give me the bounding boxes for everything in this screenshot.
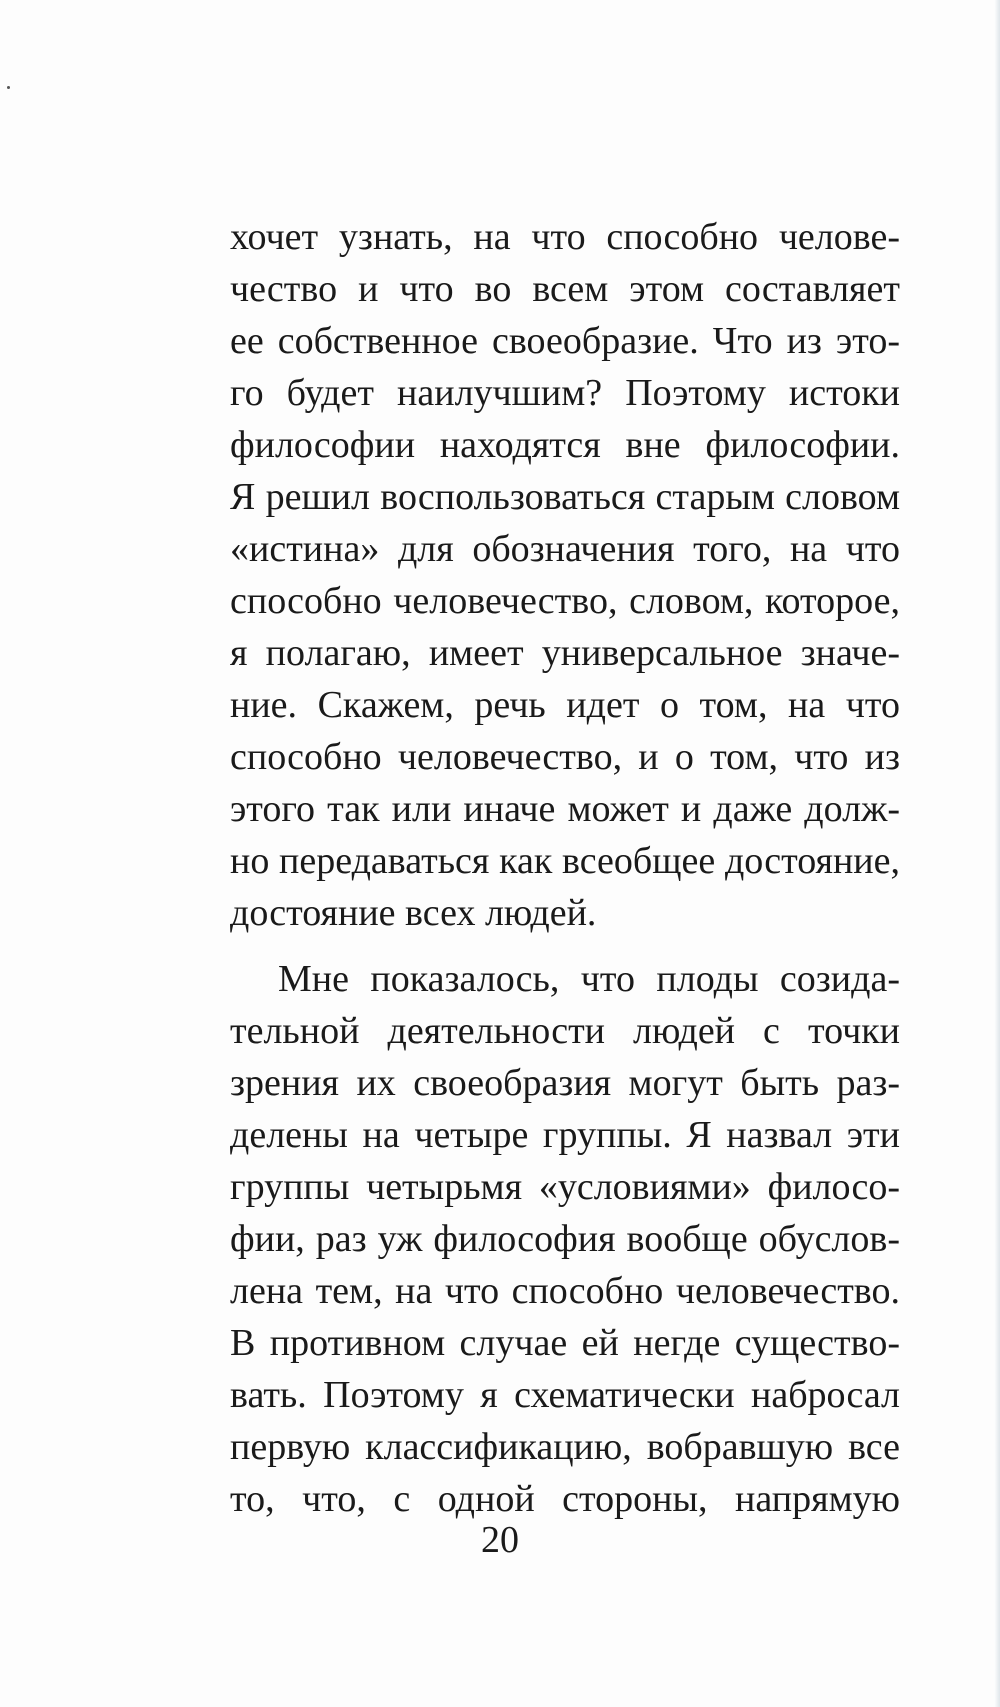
text-line: го будет наилучшим? Поэтому истоки (230, 372, 900, 414)
text-line: «истина» для обозначения того, на что (230, 528, 900, 570)
text-line: группы четырьмя «условиями» филосо- (230, 1166, 900, 1208)
text-line: первую классификацию, вобравшую все (230, 1426, 900, 1468)
text-line: зрения их своеобразия могут быть раз- (230, 1062, 900, 1104)
text-line: чество и что во всем этом составляет (230, 268, 900, 310)
text-line: Мне показалось, что плоды созида- (278, 958, 900, 1000)
text-line: то, что, с одной стороны, напрямую (230, 1478, 900, 1520)
text-line: Я решил воспользоваться старым словом (230, 476, 900, 518)
body-text (230, 211, 900, 1525)
text-line: В противном случае ей негде существо- (230, 1322, 900, 1364)
page-number: 20 (481, 1519, 519, 1561)
text-line: ние. Скажем, речь идет о том, на что (230, 684, 900, 726)
text-line: достояние всех людей. (230, 892, 597, 934)
text-line: но передаваться как всеобщее достояние, (230, 840, 900, 882)
text-line: хочет узнать, на что способно челове- (230, 216, 900, 258)
text-line: лена тем, на что способно человечество. (230, 1270, 900, 1312)
page-edge (994, 0, 1000, 1707)
text-line: способно человечество, и о том, что из (230, 736, 900, 778)
text-line: вать. Поэтому я схематически набросал (230, 1374, 900, 1416)
text-line: ее собственное своеобразие. Что из это- (230, 320, 900, 362)
text-line: этого так или иначе может и даже долж- (230, 788, 900, 830)
print-speck (7, 86, 10, 89)
text-line: я полагаю, имеет универсальное значе- (230, 632, 900, 674)
text-line: делены на четыре группы. Я назвал эти (230, 1114, 900, 1156)
text-line: тельной деятельности людей с точки (230, 1010, 900, 1052)
text-line: способно человечество, словом, которое, (230, 580, 900, 622)
text-line: фии, раз уж философия вообще обуслов- (230, 1218, 900, 1260)
text-line: философии находятся вне философии. (230, 424, 900, 466)
paragraph-gap (230, 939, 900, 953)
paragraph-1 (230, 211, 900, 939)
paragraph-2 (230, 953, 900, 1525)
